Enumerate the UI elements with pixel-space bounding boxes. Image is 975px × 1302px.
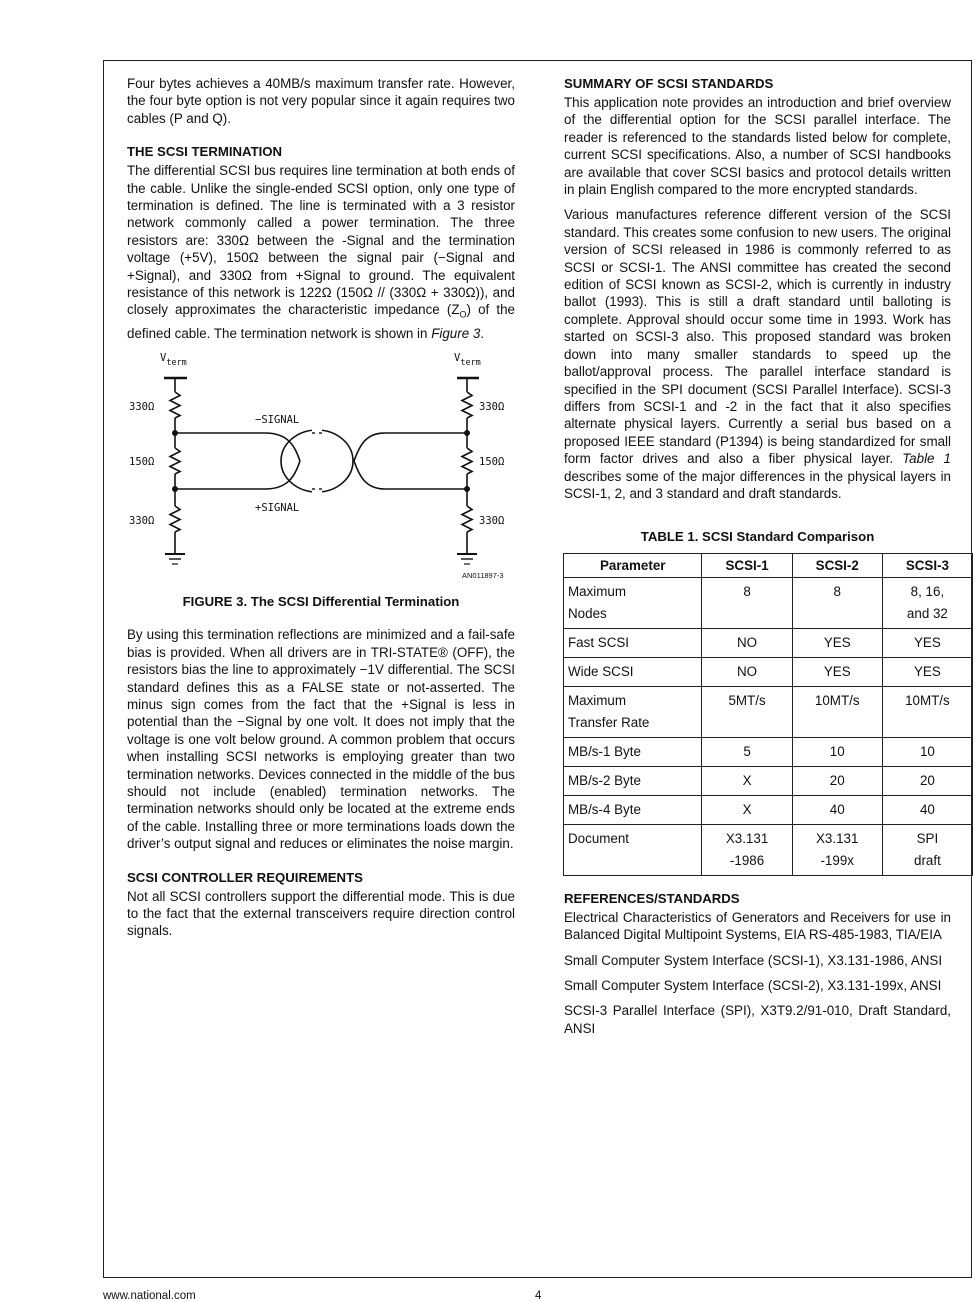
table-cell-s3: 10MT/s — [882, 686, 972, 737]
reference-item: Small Computer System Interface (SCSI-1), X3.131-1986, ANSI — [564, 952, 943, 968]
figure-id: AN011897-3 — [462, 570, 504, 580]
bias-paragraph: By using this termination reflections are minimized and a fail-safe bias is provided. When all drivers are in TRI-STATE® (OFF), the resistors bias the line to approximately −1V differential. The SCSI standard defines this as a FALSE state or not-asserted. The minus sign comes from the fact that the +Signal is less in potential than the −Signal by one volt. It does not imply that the voltage is one volt below ground. A common problem that occurs when installing SCSI networks is employing greater than two termination networks. Devices connected in the middle of the bus should not include (enabled) termination networks. The termination networks should only be located at the extreme ends of the cable. Installing three or more terminations loads down the driver’s output signal and reduces or eliminates the noise margin. — [127, 627, 515, 852]
table-cell-param: Maximum Transfer Rate — [564, 686, 702, 737]
controller-heading: SCSI CONTROLLER REQUIREMENTS — [127, 869, 363, 885]
table-cell-s2: X3.131 -199x — [792, 824, 882, 875]
table-cell-s3: SPI draft — [882, 824, 972, 875]
resistor-330-bottom-left — [170, 506, 180, 532]
intro-paragraph: Four bytes achieves a 40MB/s maximum transfer rate. However, the four byte option is not very popular since it again requires two cables (P and Q). — [127, 76, 515, 126]
r330-top-left-label: 330Ω — [129, 400, 155, 413]
table-row — [564, 824, 973, 875]
controller-paragraph: Not all SCSI controllers support the differential mode. This is due to the fact that the external transceivers require direction control signals. — [127, 888, 515, 939]
table-row — [564, 766, 973, 795]
table-cell-s1: 8 — [702, 577, 792, 628]
r330-bottom-right-label: 330Ω — [479, 514, 505, 527]
vterm-label-left: $V_{term}$ — [160, 351, 187, 368]
cable-twist — [281, 430, 353, 492]
summary-paragraph-2: Various manufactures reference different version of the SCSI standard. This creates some confusion to new users. The original version of SCSI released in 1986 is commonly referred to as SCSI or SCSI-1. The ANSI committee has created the second edition of SCSI known as SCSI-2, which is currently in industry ballot (1993). This is still a draft standard until balloting is complete. Approval should occur some time in 1993. Work has started on SCSI-3 also. This proposed standard was broken down into many smaller standards to speed up the ballot/approval process. The parallel interface standard is specified in the SPI document (SCSI Parallel Interface). SCSI-3 differs from SCSI-1 and -2 in the fact that it also specifies alternate physical layers. Currently a serial bus based on a proposed IEEE standard (P1394) is being standardized for small form factor drives and also a fiber physical layer. Table 1 describes some of the major differences in the physical layers in SCSI-1, 2, and 3 standard and draft standards. — [564, 207, 951, 501]
table-cell-param: MB/s-2 Byte — [564, 766, 702, 795]
table-cell-s1: 5 — [702, 737, 792, 766]
table-cell-s2: 10MT/s — [792, 686, 882, 737]
table-cell-param: MB/s-4 Byte — [564, 795, 702, 824]
table-cell-s3: YES — [882, 657, 972, 686]
header-scsi-2: SCSI-2 — [792, 553, 882, 577]
figure-reference: Figure 3 — [431, 325, 481, 341]
neg-signal-line-right — [354, 433, 467, 461]
table-row — [564, 737, 973, 766]
table-row — [564, 657, 973, 686]
resistor-330-top-right — [462, 392, 472, 418]
table-title: TABLE 1. SCSI Standard Comparison — [640, 529, 875, 545]
table-cell-param: Wide SCSI — [564, 657, 702, 686]
vterm-label-right: $V_{term}$ — [454, 351, 481, 368]
table-cell-s2: 10 — [792, 737, 882, 766]
scsi-comparison-table — [563, 553, 973, 876]
pos-signal-label: +SIGNAL — [255, 501, 300, 514]
table-cell-s1: NO — [702, 657, 792, 686]
header-scsi-3: SCSI-3 — [882, 553, 972, 577]
table-row — [564, 628, 973, 657]
table-cell-s1: NO — [702, 628, 792, 657]
table-cell-s2: 8 — [792, 577, 882, 628]
resistor-330-bottom-right — [462, 506, 472, 532]
table-reference: Table 1 — [902, 451, 951, 467]
resistor-150-left — [170, 448, 180, 474]
page-number: 4 — [535, 1290, 542, 1302]
table-cell-s3: 20 — [882, 766, 972, 795]
table-row — [564, 795, 973, 824]
references-heading: REFERENCES/STANDARDS — [564, 890, 740, 906]
r150-right-label: 150Ω — [479, 455, 505, 468]
table-cell-param: Maximum Nodes — [564, 577, 702, 628]
header-scsi-1: SCSI-1 — [702, 553, 792, 577]
r330-bottom-left-label: 330Ω — [129, 514, 155, 527]
neg-signal-label: −SIGNAL — [255, 413, 300, 426]
table-cell-param: Fast SCSI — [564, 628, 702, 657]
table-cell-s1: X3.131 -1986 — [702, 824, 792, 875]
table-cell-s1: 5MT/s — [702, 686, 792, 737]
reference-item: Small Computer System Interface (SCSI-2), X3.131-199x, ANSI — [564, 977, 942, 993]
table-cell-s3: 10 — [882, 737, 972, 766]
r150-left-label: 150Ω — [129, 455, 155, 468]
table-cell-s1: X — [702, 795, 792, 824]
table-cell-s2: 40 — [792, 795, 882, 824]
r330-top-right-label: 330Ω — [479, 400, 505, 413]
table-cell-s3: 8, 16, and 32 — [882, 577, 972, 628]
figure-caption: FIGURE 3. The SCSI Differential Termination — [182, 593, 460, 609]
table-row — [564, 686, 973, 737]
reference-item: Electrical Characteristics of Generators and Receivers for use in Balanced Digital Multipoint Systems, EIA RS-485-1983, TIA/EIA — [564, 909, 951, 943]
table-cell-s3: 40 — [882, 795, 972, 824]
table-header-row — [564, 553, 973, 577]
summary-heading: SUMMARY OF SCSI STANDARDS — [564, 76, 774, 91]
table-cell-s2: YES — [792, 628, 882, 657]
header-parameter: Parameter — [564, 553, 702, 577]
termination-paragraph: The differential SCSI bus requires line termination at both ends of the cable. Unlike the single-ended SCSI option, only one type of termination is defined. The line is terminated with a 3 resistor network commonly called a power termination. The three resistors are: 330Ω between the -Signal and the termination voltage (+5V), 150Ω between the signal pair (−Signal and +Signal), and 330Ω from +Signal to ground. The equivalent resistance of this network is 122Ω (150Ω // (330Ω + 330Ω)), and closely approximates the characteristic impedance $(Z_O)$ of the defined cable. The termination network is shown in Figure 3. — [127, 163, 515, 341]
reference-item: SCSI-3 Parallel Interface (SPI), X3T9.2/91-010, Draft Standard, ANSI — [564, 1003, 951, 1036]
table-cell-param: MB/s-1 Byte — [564, 737, 702, 766]
pos-signal-line-right — [354, 461, 467, 489]
resistor-150-right — [462, 448, 472, 474]
table-cell-s3: YES — [882, 628, 972, 657]
table-cell-param: Document — [564, 824, 702, 875]
table-cell-s2: 20 — [792, 766, 882, 795]
table-cell-s2: YES — [792, 657, 882, 686]
table-row — [564, 577, 973, 628]
table-cell-s1: X — [702, 766, 792, 795]
table-body — [564, 577, 973, 875]
left-column — [127, 75, 515, 948]
footer-website: www.national.com — [103, 1290, 196, 1302]
termination-diagram — [127, 350, 515, 590]
termination-heading: THE SCSI TERMINATION — [127, 144, 283, 160]
resistor-330-top-left — [170, 392, 180, 418]
right-column — [564, 75, 951, 1045]
summary-paragraph-1: This application note provides an introduction and brief overview of the differential option for the SCSI parallel interface. The reader is referenced to the standards listed below for complete, current SCSI specifications. Also, a number of SCSI handbooks are available that cover SCSI basics and protocol details written in plain English compared to the more encrypted standards. — [564, 95, 951, 198]
